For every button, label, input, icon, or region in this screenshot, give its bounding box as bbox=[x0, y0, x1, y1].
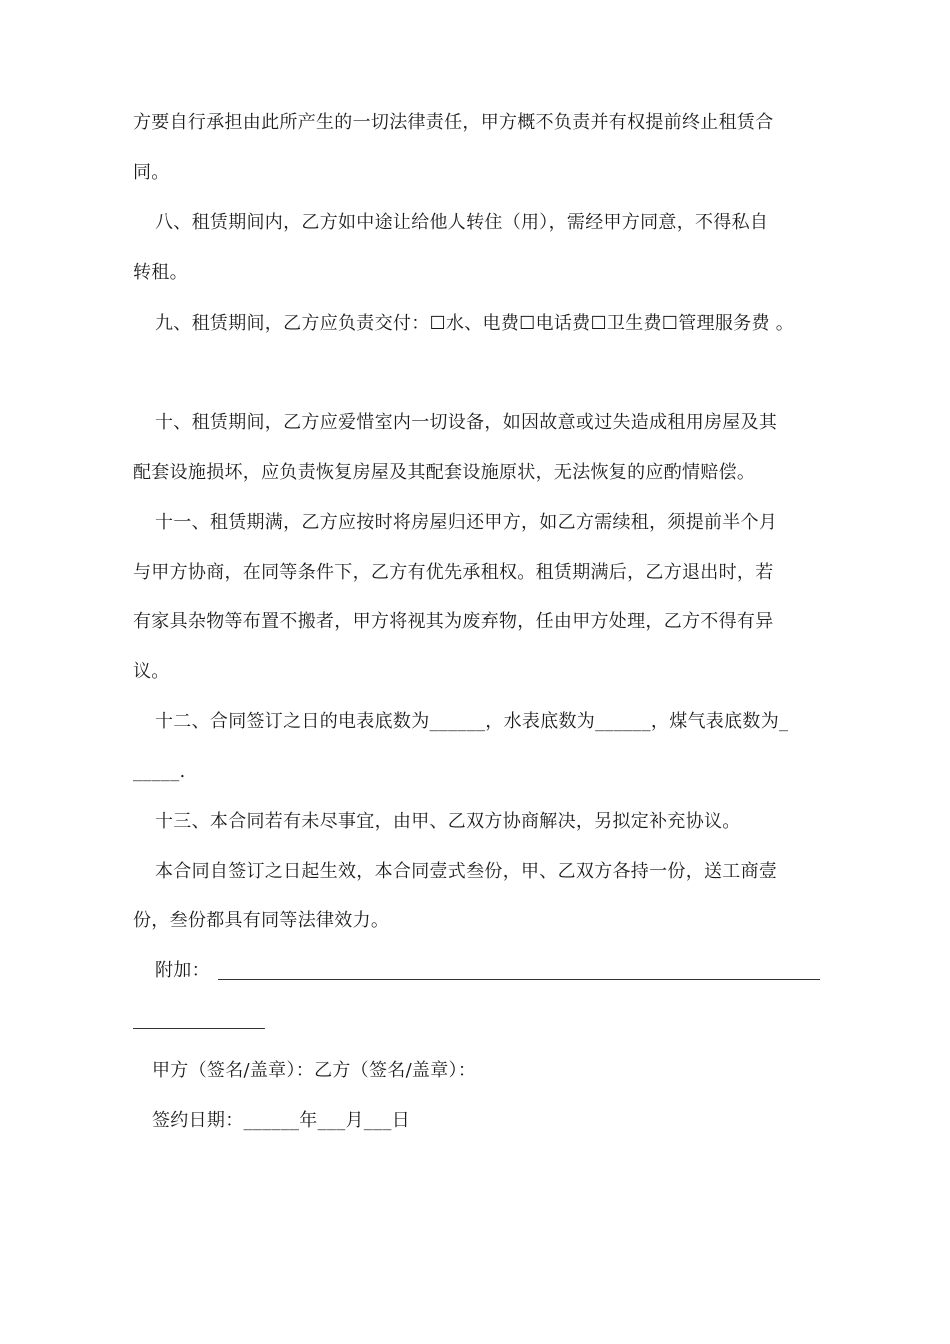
clause-9-line-1: 九、租赁期间，乙方应负责交付：☐水、电费☐电话费☐卫生费☐管理服务费 。 bbox=[155, 313, 795, 334]
attachment-blank-line-1 bbox=[218, 979, 820, 980]
attachment-blank-line-2 bbox=[133, 1028, 265, 1029]
clause-10-line-2: 配套设施损坏，应负责恢复房屋及其配套设施原状，无法恢复的应酌情赔偿。 bbox=[133, 462, 756, 483]
clause-12-line-1: 十二、合同签订之日的电表底数为______，水表底数为______，煤气表底数为_ bbox=[155, 711, 789, 732]
clause-13-line-1: 十三、本合同若有未尽事宜，由甲、乙双方协商解决，另拟定补充协议。 bbox=[155, 811, 741, 832]
attachment-label: 附加： bbox=[155, 960, 210, 981]
clause-10-line-1: 十、租赁期间，乙方应爱惜室内一切设备，如因故意或过失造成租用房屋及其 bbox=[155, 412, 778, 433]
clause-7-continuation-line-2: 同。 bbox=[133, 162, 170, 183]
clause-12-line-2: _____. bbox=[133, 761, 186, 782]
clause-11-line-4: 议。 bbox=[133, 661, 170, 682]
clause-8-line-2: 转租。 bbox=[133, 262, 188, 283]
signing-date-line: 签约日期：______年___月___日 bbox=[152, 1110, 410, 1131]
clause-8-line-1: 八、租赁期间内，乙方如中途让给他人转住（用），需经甲方同意，不得私自 bbox=[155, 212, 769, 233]
effective-clause-line-1: 本合同自签订之日起生效，本合同壹式叁份，甲、乙双方各持一份，送工商壹 bbox=[155, 861, 778, 882]
clause-11-line-3: 有家具杂物等布置不搬者，甲方将视其为废弃物，任由甲方处理，乙方不得有异 bbox=[133, 611, 774, 632]
clause-11-line-1: 十一、租赁期满，乙方应按时将房屋归还甲方，如乙方需续租，须提前半个月 bbox=[155, 512, 778, 533]
clause-11-line-2: 与甲方协商，在同等条件下，乙方有优先承租权。租赁期满后，乙方退出时，若 bbox=[133, 562, 774, 583]
effective-clause-line-2: 份，叁份都具有同等法律效力。 bbox=[133, 910, 390, 931]
clause-7-continuation-line-1: 方要自行承担由此所产生的一切法律责任，甲方概不负责并有权提前终止租赁合 bbox=[133, 112, 774, 133]
signature-line: 甲方（签名/盖章）：乙方（签名/盖章）： bbox=[152, 1060, 477, 1081]
